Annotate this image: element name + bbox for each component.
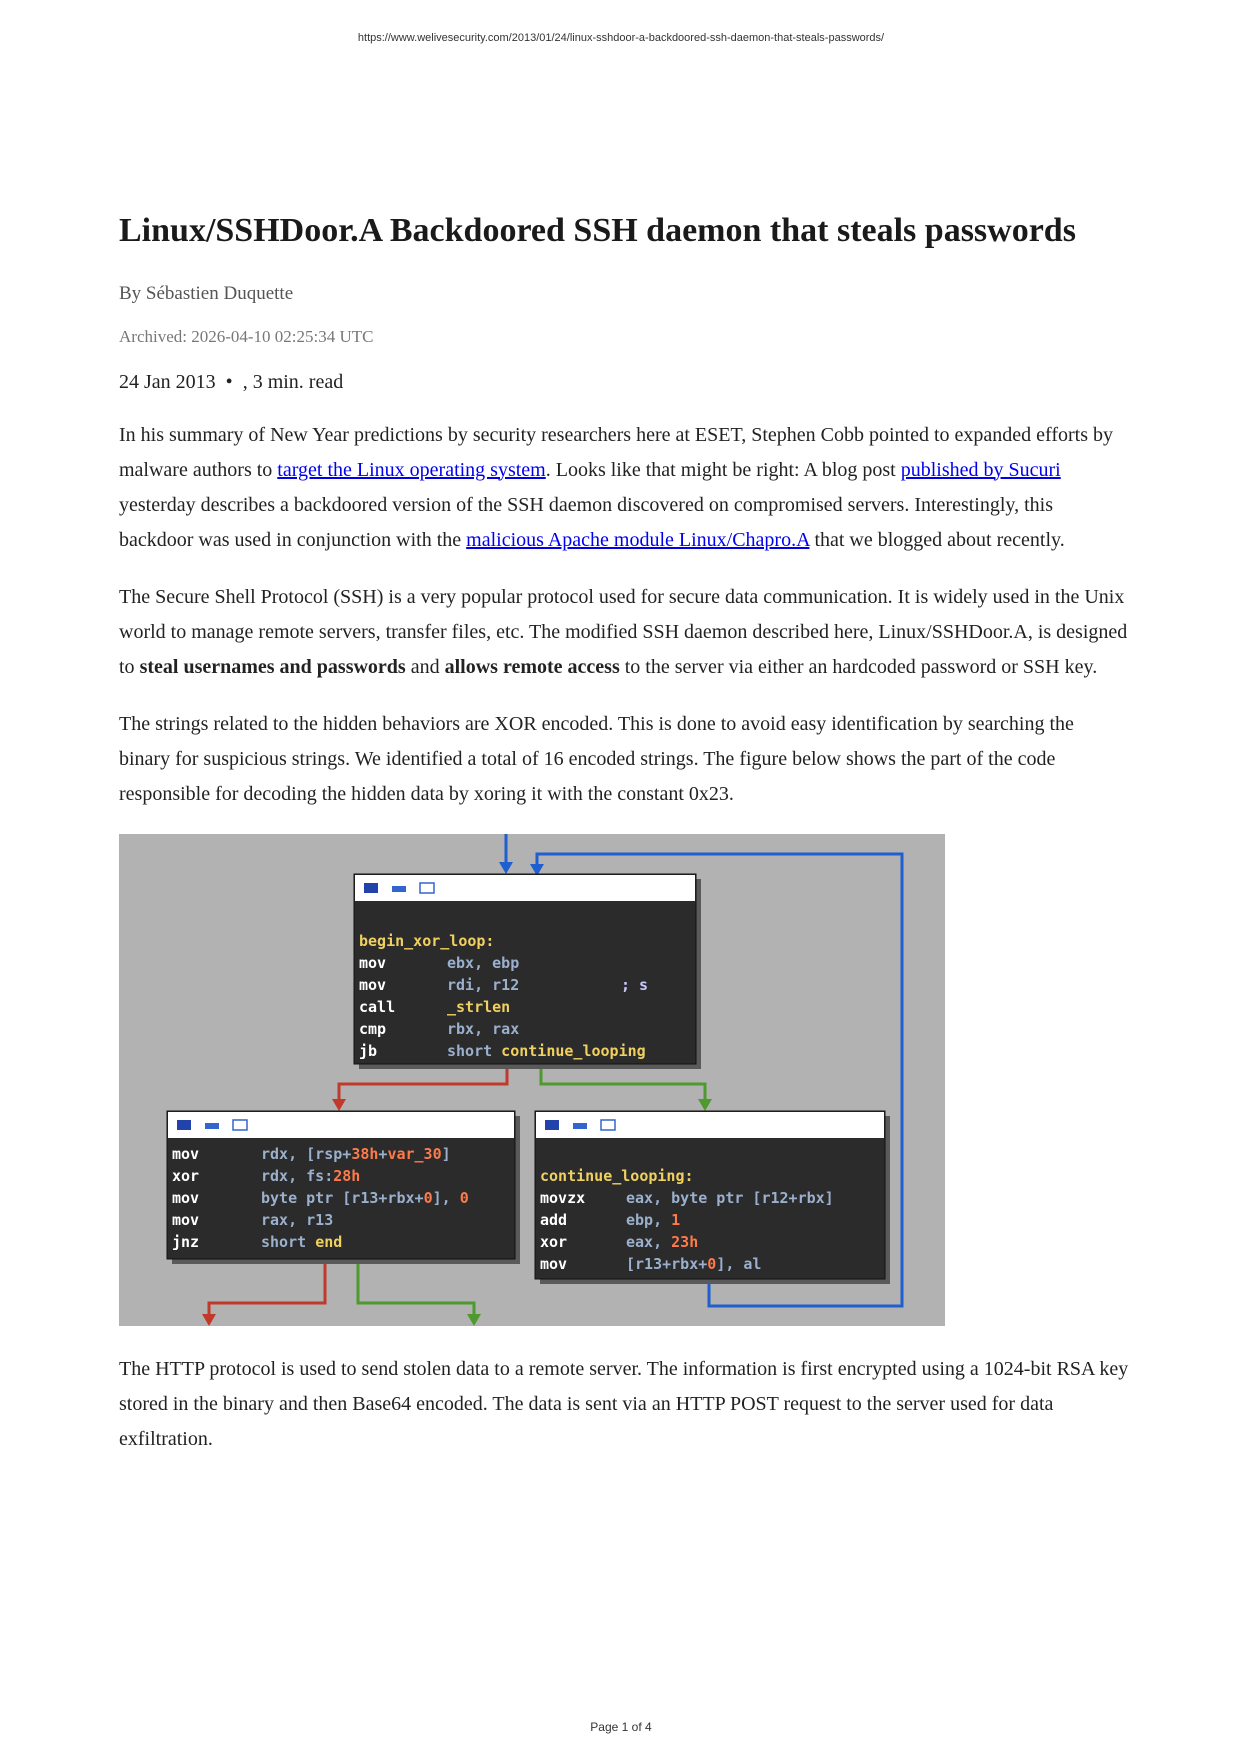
right-code-block <box>535 1111 890 1284</box>
code-token: jb <box>359 1041 378 1060</box>
article-meta <box>119 371 1129 394</box>
code-line <box>359 932 494 950</box>
source-url: https://www.welivesecurity.com/2013/01/24/linux-sshdoor-a-backdoored-ssh-daemon-that-steals-passwords/ <box>357 32 885 44</box>
code-token: byte ptr [r13+rbx+ <box>261 1188 424 1207</box>
code-token: jnz <box>172 1232 200 1251</box>
code-token: 0 <box>459 1188 469 1207</box>
code-token: 28h <box>333 1166 361 1185</box>
code-token: mov <box>172 1210 200 1229</box>
article-title: Linux/SSHDoor.A Backdoored SSH daemon that steals passwords <box>119 212 1076 249</box>
disassembly-figure <box>119 834 945 1326</box>
code-token: short <box>447 1041 493 1060</box>
exit-red-edge <box>209 1264 325 1319</box>
text: that we blogged about recently. <box>809 528 1065 551</box>
byline: By Sébastien Duquette <box>119 282 294 304</box>
code-token: ebx, ebp <box>447 953 520 972</box>
text: yesterday describes a backdoored version of the SSH daemon discovered on compromised servers. Interestingly, this backdoor was used in conjunction with the <box>119 493 1054 551</box>
code-token: movzx <box>540 1188 586 1207</box>
code-token: eax, byte ptr [r12+rbx] <box>626 1188 834 1207</box>
block-titlebar <box>168 1112 514 1138</box>
code-token: cmp <box>359 1019 387 1038</box>
false-edge <box>339 1064 507 1099</box>
code-token: short <box>261 1232 316 1251</box>
code-token: add <box>540 1210 568 1229</box>
archived-timestamp: Archived: 2026-04-10 02:25:34 UTC <box>119 326 374 346</box>
code-token: rbx, rax <box>447 1019 520 1038</box>
code-token: + <box>378 1144 388 1163</box>
entry-arrow <box>499 862 513 874</box>
code-token: call <box>359 997 396 1016</box>
flow-icon <box>392 886 406 892</box>
code-token: ; s <box>621 975 649 994</box>
code-token: mov <box>359 953 387 972</box>
exit-green-edge <box>358 1264 474 1319</box>
code-token: continue_looping <box>492 1041 646 1060</box>
bullet-separator: • <box>225 370 233 393</box>
true-arrow <box>698 1099 712 1111</box>
exit-red-arrow <box>202 1314 216 1326</box>
code-token: ], <box>432 1188 460 1207</box>
flow-icon <box>205 1123 219 1129</box>
graph-icon <box>545 1120 559 1130</box>
bold-text: allows remote access <box>444 655 620 678</box>
block-body <box>354 874 696 1064</box>
disassembly-graph <box>119 834 945 1326</box>
paragraph-3: The strings related to the hidden behaviors are XOR encoded. This is done to avoid easy identification by searching the binary for suspicious strings. We identified a total of 16 encoded strings. The figure below shows the part of the code responsible for decoding the hidden data by xoring it with the constant 0x23. <box>119 712 1074 805</box>
code-token: ], al <box>716 1254 762 1273</box>
text: and <box>405 655 445 678</box>
article <box>119 210 1129 1479</box>
graph-icon <box>177 1120 191 1130</box>
code-token: ebp, <box>626 1210 672 1229</box>
code-token: continue_looping: <box>540 1166 694 1185</box>
code-token: mov <box>359 975 387 994</box>
link-chapro[interactable]: malicious Apache module Linux/Chapro.A <box>466 528 810 551</box>
block-titlebar <box>536 1112 884 1138</box>
code-token: begin_xor_loop: <box>359 931 495 950</box>
code-token: eax, <box>626 1232 672 1251</box>
read-time: , 3 min. read <box>242 370 344 393</box>
code-line <box>540 1189 834 1207</box>
paragraph-2 <box>119 580 1129 685</box>
code-token: [r13+rbx+ <box>626 1254 708 1273</box>
code-token: rdx, fs: <box>261 1166 334 1185</box>
publish-date: 24 Jan 2013 <box>119 370 216 393</box>
code-token: rdi, r12 <box>447 975 520 994</box>
link-published-by-sucuri[interactable]: published by Sucuri <box>900 458 1061 481</box>
text: to the server via either an hardcoded password or SSH key. <box>619 655 1098 678</box>
text: . Looks like that might be right: A blog post <box>545 458 901 481</box>
code-token: 23h <box>671 1232 699 1251</box>
true-edge <box>541 1064 705 1099</box>
code-token: 0 <box>707 1254 717 1273</box>
flow-icon <box>573 1123 587 1129</box>
text: The Secure Shell Protocol (SSH) is a very popular protocol used for secure data communication. It is widely used in the Unix world to manage remote servers, transfer files, etc. The modified SSH daemon described here, Linux/SSHDoor.A, is designed to <box>119 585 1128 678</box>
text: In his summary of New Year predictions by security researchers here at ESET, Stephen Cobb pointed to expanded efforts by malware authors to <box>119 423 1114 481</box>
paragraph-1 <box>119 418 1129 558</box>
code-token: var_30 <box>387 1144 442 1163</box>
code-token: mov <box>540 1254 568 1273</box>
bold-text: steal usernames and passwords <box>139 655 406 678</box>
code-token: rax, r13 <box>261 1210 334 1229</box>
page-number: Page 1 of 4 <box>590 1720 652 1734</box>
code-token: xor <box>540 1232 568 1251</box>
paragraph-4: The HTTP protocol is used to send stolen data to a remote server. The information is first encrypted using a 1024-bit RSA key stored in the binary and then Base64 encoded. The data is sent via an HTTP POST request to the server used for data exfiltration. <box>119 1357 1129 1450</box>
code-token: end <box>315 1232 343 1251</box>
graph-icon <box>364 883 378 893</box>
code-token: mov <box>172 1144 200 1163</box>
code-line <box>540 1167 694 1185</box>
exit-green-arrow <box>467 1314 481 1326</box>
code-token: 0 <box>423 1188 433 1207</box>
code-token: 1 <box>671 1210 681 1229</box>
link-target-linux[interactable]: target the Linux operating system <box>277 458 546 481</box>
false-arrow <box>332 1099 346 1111</box>
code-token: ] <box>441 1144 451 1163</box>
left-code-block <box>167 1111 520 1264</box>
code-token: xor <box>172 1166 200 1185</box>
code-token: 38h <box>351 1144 379 1163</box>
code-token: _strlen <box>447 997 511 1016</box>
top-code-block <box>354 874 701 1069</box>
code-token: mov <box>172 1188 200 1207</box>
code-token: rdx, [rsp+ <box>261 1144 352 1163</box>
